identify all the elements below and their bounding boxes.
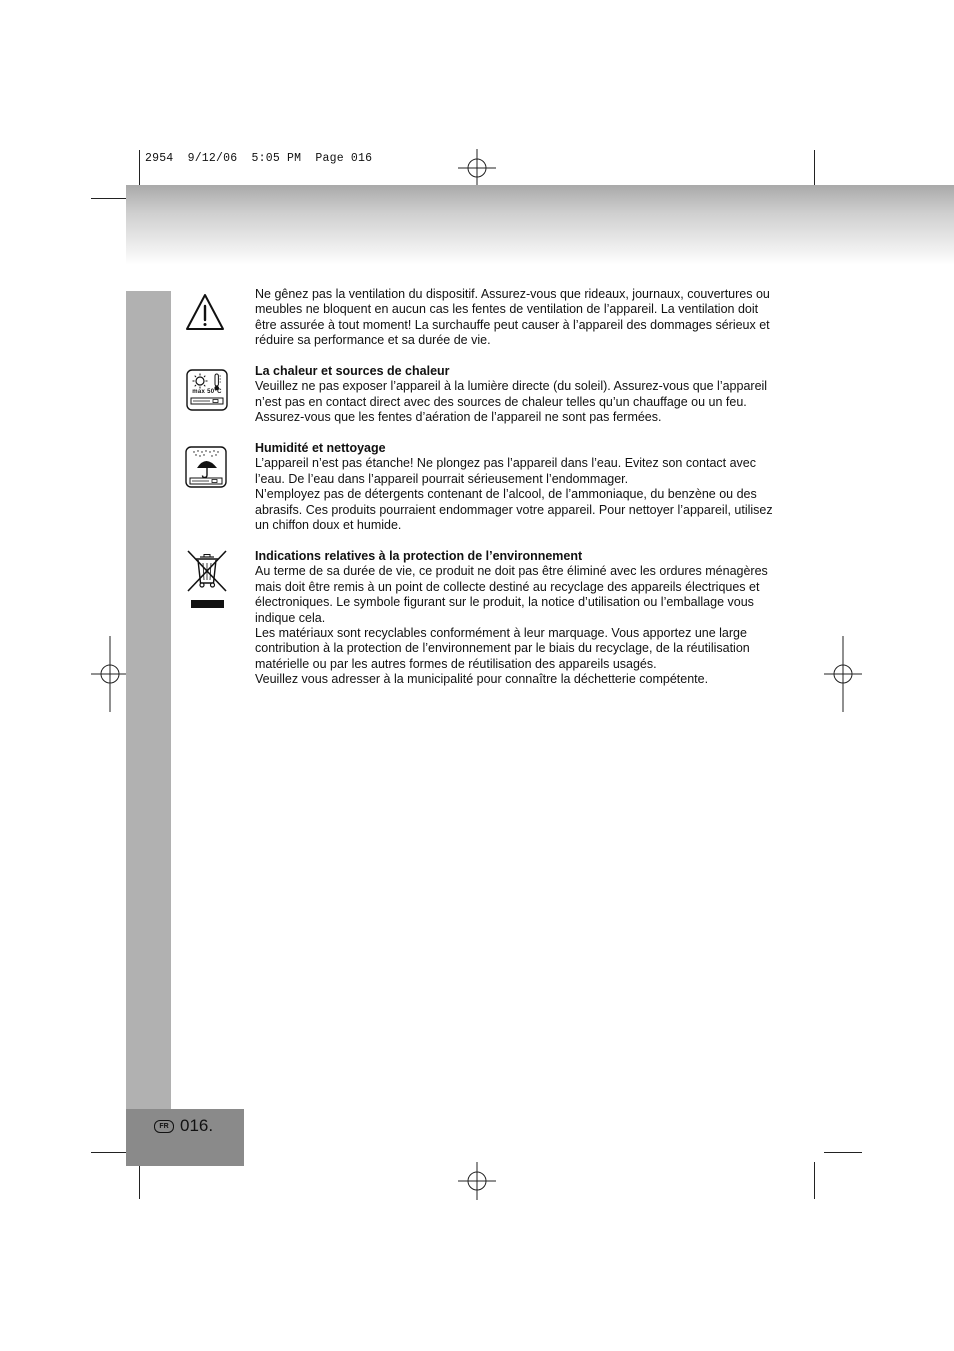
crop-mark xyxy=(814,1162,815,1199)
side-bar xyxy=(126,291,171,1109)
paragraph: N’employez pas de détergents contenant de l’alcool, de l’ammoniaque, du benzène ou des abrasifs. Ces produits pourraient endommager votre appareil. Pour nettoyer l’appareil, utilisez un chiffon doux et humide. xyxy=(255,487,773,533)
section-heading: La chaleur et sources de chaleur xyxy=(255,364,450,378)
crossed-out-wheelie-bin-icon xyxy=(186,548,228,610)
section-heading: Indications relatives à la protection de l’environnement xyxy=(255,549,583,563)
warning-triangle-icon xyxy=(185,292,225,332)
paragraph: L’appareil n’est pas étanche! Ne plongez pas l’appareil dans l’eau. Evitez son contact avec l’eau. De l’eau dans l’appareil pourrait sérieusement l’endommager. xyxy=(255,456,757,486)
crop-mark xyxy=(824,1152,862,1153)
paragraph: Veuillez vous adresser à la municipalité pour connaître la déchetterie compétente. xyxy=(255,672,709,687)
paragraph: Les matériaux sont recyclables conformément à leur marquage. Vous apportez une large contribution à la protection de l’environnement par le biais du recyclage, de la réutilisation matérielle ou par les autres formes de réutilisation des appareils usagés. xyxy=(255,626,750,671)
heat-icon-label: max 50°C xyxy=(192,389,222,395)
print-slug: 2954 9/12/06 5:05 PM Page 016 xyxy=(145,152,373,165)
crop-mark xyxy=(139,1162,140,1199)
section-heat xyxy=(255,364,775,426)
heat-sun-thermometer-icon xyxy=(186,369,228,411)
registration-mark-icon xyxy=(91,636,129,712)
section-humidity xyxy=(255,441,775,533)
page-number-text: 016. xyxy=(180,1116,214,1135)
registration-mark-icon xyxy=(458,149,496,187)
crop-mark xyxy=(91,1152,129,1153)
header-gradient-band xyxy=(126,185,954,265)
paragraph: Veuillez ne pas exposer l’appareil à la lumière directe (du soleil). Assurez-vous que l’appareil n’est pas en contact direct avec des sources de chaleur telles qu’un chauffage ou un feu. Assurez-vous que les fentes d’aération de l’appareil ne sont pas fermées. xyxy=(255,379,768,425)
rain-umbrella-icon xyxy=(185,446,227,488)
paragraph: Au terme de sa durée de vie, ce produit ne doit pas être éliminé avec les ordures ménagères mais doit être remis à un point de collecte destiné au recyclage des appareils électriques et électroniques. Le symbole figurant sur le produit, la notice d’utilisation ou l’emballage vous indique cela. xyxy=(255,564,768,625)
registration-mark-icon xyxy=(824,636,862,712)
registration-mark-icon xyxy=(458,1162,496,1200)
section-heading: Humidité et nettoyage xyxy=(255,441,386,455)
crop-mark xyxy=(91,198,129,199)
paragraph: Ne gênez pas la ventilation du dispositif. Assurez-vous que rideaux, journaux, couvertures ou meubles ne bloquent en aucun cas les fentes de ventilation de l’appareil. La ventilation doit être assurée à tout moment! La surchauffe peut causer à l’appareil des dommages sérieux et réduire sa performance et sa durée de vie. xyxy=(255,287,770,348)
section-environment xyxy=(255,549,775,688)
section-ventilation xyxy=(255,287,775,349)
language-badge: FR xyxy=(154,1120,174,1133)
page-number xyxy=(154,1115,213,1137)
crop-mark xyxy=(814,150,815,187)
crop-mark xyxy=(139,150,140,187)
